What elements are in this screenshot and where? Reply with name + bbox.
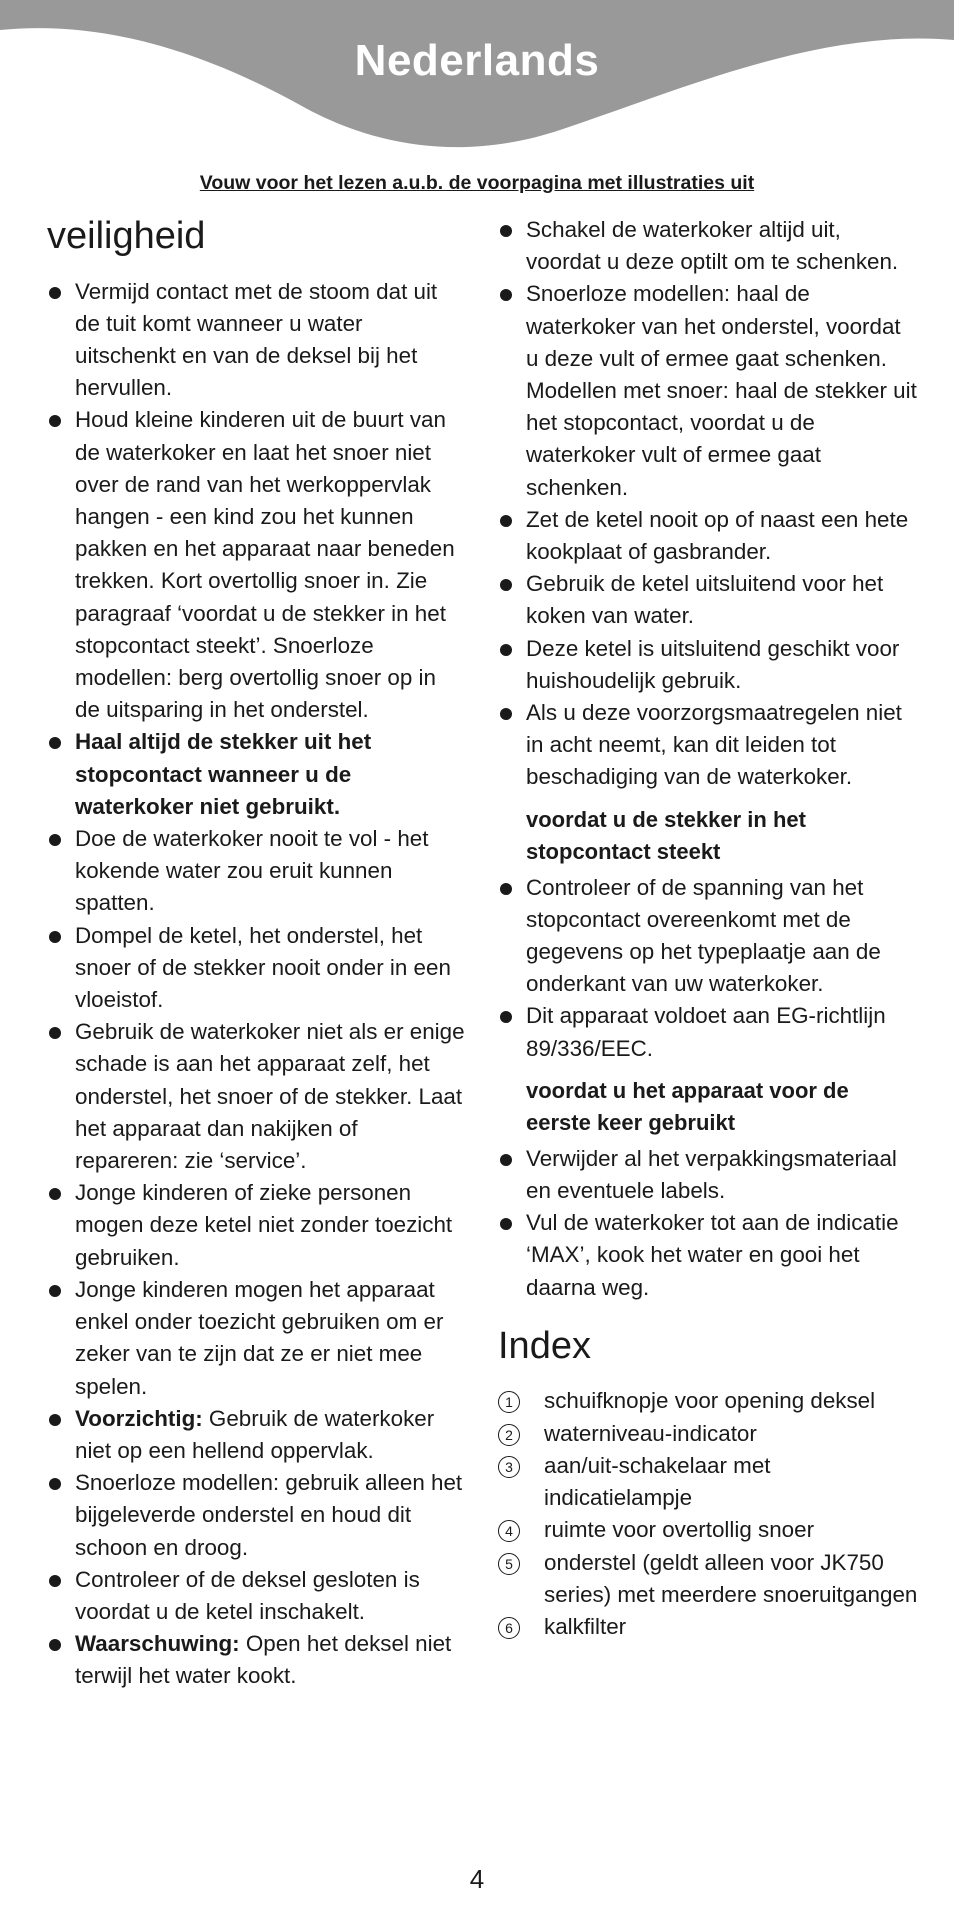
list-item: Als u deze voorzorgsmaatregelen niet in acht neemt, kan dit leiden tot beschadiging van de waterkoker.	[498, 697, 918, 794]
list-item: Dit apparaat voldoet aan EG-richtlijn 89/336/EEC.	[498, 1000, 918, 1064]
list-item	[47, 920, 467, 1017]
list-item: Gebruik de ketel uitsluitend voor het koken van water.	[498, 568, 918, 632]
list-item-lead: Haal altijd de stekker uit het stopcontact wanneer u de waterkoker niet gebruikt.	[75, 729, 372, 819]
index-item-text: aan/uit-schakelaar met indicatielampje	[544, 1452, 771, 1511]
page-number: 4	[469, 1864, 485, 1894]
list-item	[47, 726, 467, 823]
list-item	[47, 1564, 467, 1628]
list-item-text: Gebruik de waterkoker niet als er enige schade is aan het apparaat zelf, het onderstel, het snoer of de stekker. Laat het apparaat dan nakijken of repareren: zie ‘service’.	[75, 1019, 465, 1174]
first-use-list	[498, 1143, 918, 1304]
list-item-lead: Waarschuwing:	[75, 1631, 240, 1657]
list-item	[47, 1177, 467, 1274]
plug-list	[498, 872, 918, 1065]
list-item-text: Controleer of de deksel gesloten is voordat u de ketel inschakelt.	[75, 1566, 420, 1624]
page-title: Nederlands	[354, 36, 600, 85]
index-number-icon: 1	[498, 1391, 520, 1413]
list-item: Deze ketel is uitsluitend geschikt voor huishoudelijk gebruik.	[498, 633, 918, 697]
index-item-text: waterniveau-indicator	[544, 1420, 757, 1446]
index-number-icon: 6	[498, 1617, 520, 1639]
list-item	[47, 1628, 467, 1692]
index-item	[498, 1611, 918, 1643]
index-list	[498, 1385, 918, 1643]
section-heading-first-use: voordat u het apparaat voor de eerste keer gebruikt	[526, 1077, 849, 1135]
list-item: Controleer of de spanning van het stopcontact overeenkomt met de gegevens op het typeplaatje aan de onderkant van uw waterkoker.	[498, 872, 918, 1001]
index-item-text: ruimte voor overtollig snoer	[544, 1517, 815, 1543]
index-number-icon: 3	[498, 1456, 520, 1478]
section-heading-plug: voordat u de stekker in het stopcontact steekt	[526, 806, 806, 864]
list-item	[47, 1016, 467, 1177]
list-item-text: Vermijd contact met de stoom dat uit de tuit komt wanneer u water uitschenkt en van de deksel bij het hervullen.	[75, 278, 438, 401]
index-item-text: kalkfilter	[544, 1613, 627, 1639]
intro-note: Vouw voor het lezen a.u.b. de voorpagina met illustraties uit	[199, 172, 755, 194]
index-number-icon: 4	[498, 1520, 520, 1542]
list-item-text: Gebruik de waterkoker niet op een hellend oppervlak.	[75, 1405, 435, 1463]
section-heading-safety: veiligheid	[47, 215, 206, 257]
list-item-text: Jonge kinderen of zieke personen mogen deze ketel niet zonder toezicht gebruiken.	[75, 1180, 453, 1270]
list-item-text: Snoerloze modellen: gebruik alleen het bijgeleverde onderstel en houd dit schoon en droog.	[75, 1470, 463, 1560]
list-item-text: Dompel de ketel, het onderstel, het snoer of de stekker nooit onder in een vloeistof.	[75, 922, 451, 1013]
list-item: Snoerloze modellen: haal de waterkoker van het onderstel, voordat u deze vult of ermee gaat schenken. Modellen met snoer: haal de stekker uit het stopcontact, voordat u de waterkoker vult of ermee gaat schenken.	[498, 278, 918, 503]
right-column	[498, 214, 918, 1643]
index-item	[498, 1418, 918, 1450]
index-item	[498, 1547, 918, 1611]
index-item	[498, 1450, 918, 1514]
list-item: Verwijder al het verpakkingsmateriaal en eventuele labels.	[498, 1143, 918, 1207]
list-item-lead: Voorzichtig:	[75, 1405, 203, 1431]
list-item	[47, 1403, 467, 1467]
safety-list	[47, 276, 467, 1693]
list-item: Schakel de waterkoker altijd uit, voordat u deze optilt om te schenken.	[498, 214, 918, 278]
index-item-text: schuifknopje voor opening deksel	[544, 1388, 876, 1414]
list-item: Vul de waterkoker tot aan de indicatie ‘MAX’, kook het water en gooi het daarna weg.	[498, 1207, 918, 1304]
index-number-icon: 5	[498, 1553, 520, 1575]
index-number-icon: 2	[498, 1424, 520, 1446]
safety-list-continued	[498, 214, 918, 794]
list-item-text: Doe de waterkoker nooit te vol - het kokende water zou eruit kunnen spatten.	[75, 826, 429, 916]
left-column	[47, 214, 467, 1693]
list-item-text: Houd kleine kinderen uit de buurt van de waterkoker en laat het snoer niet over de rand van het werkoppervlak hangen - een kind zou het kunnen pakken en het apparaat naar beneden trekken. Kort overtollig snoer in. Zie paragraaf ‘voordat u de stekker in het stopcontact steekt’. Snoerloze modellen: berg overtollig snoer op in de uitsparing in het onderstel.	[75, 407, 455, 723]
list-item-text: Open het deksel niet terwijl het water kookt.	[75, 1631, 452, 1689]
list-item	[47, 404, 467, 726]
list-item	[47, 1274, 467, 1403]
list-item: Zet de ketel nooit op of naast een hete kookplaat of gasbrander.	[498, 504, 918, 568]
list-item	[47, 823, 467, 920]
section-heading-index: Index	[498, 1324, 591, 1367]
list-item	[47, 1467, 467, 1564]
list-item-text: Jonge kinderen mogen het apparaat enkel onder toezicht gebruiken om er zeker van te zijn dat ze er niet mee spelen.	[75, 1276, 444, 1399]
index-item-text: onderstel (geldt alleen voor JK750 series) met meerdere snoeruitgangen	[544, 1549, 918, 1607]
index-item	[498, 1514, 918, 1546]
index-item	[498, 1385, 918, 1417]
list-item	[47, 276, 467, 405]
